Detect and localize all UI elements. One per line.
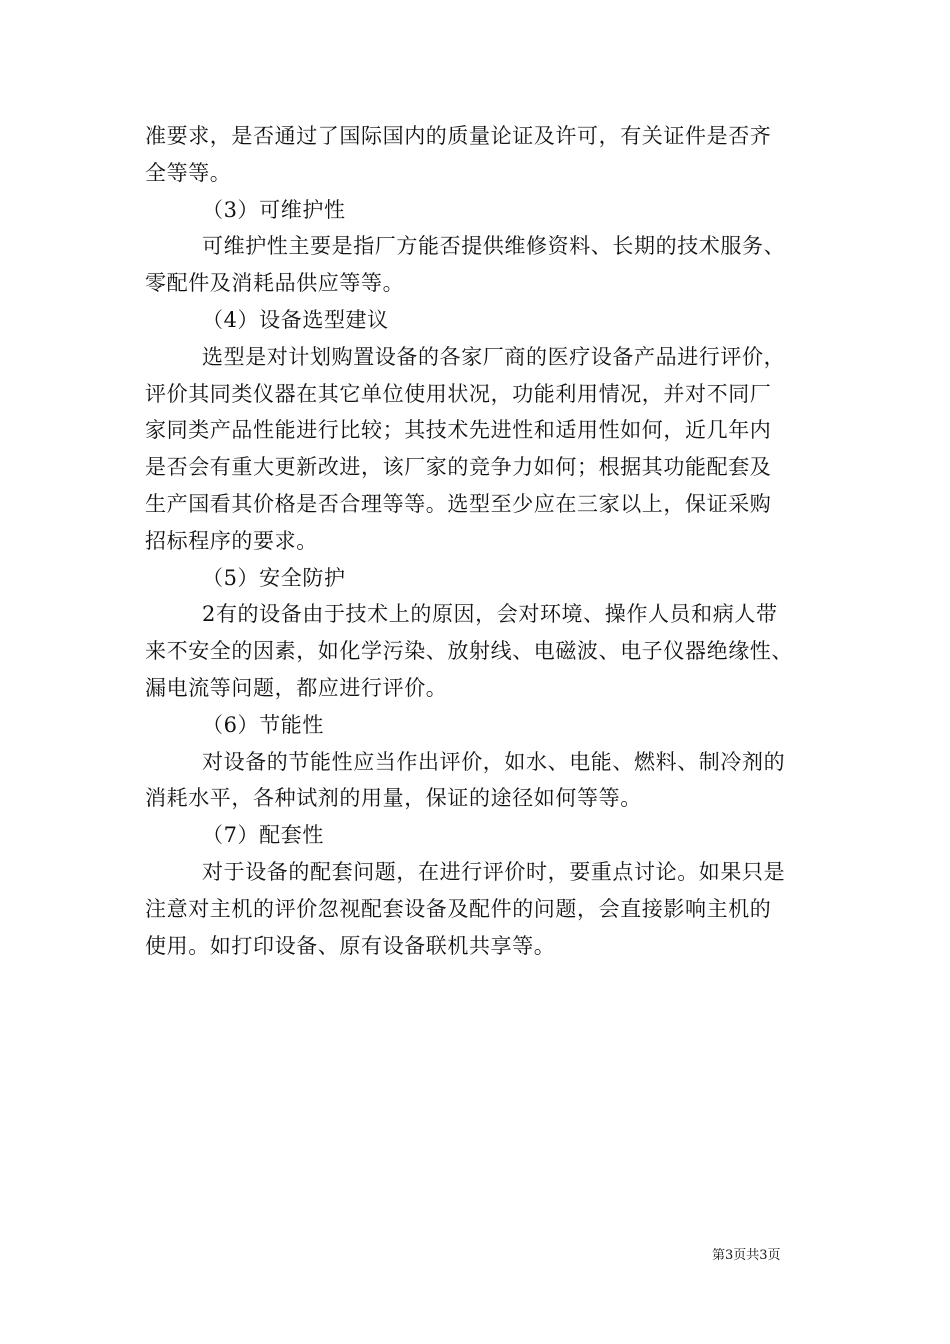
text-line: 选型是对计划购置设备的各家厂商的医疗设备产品进行评价， bbox=[202, 344, 786, 369]
section-heading: （6）节能性 bbox=[202, 712, 324, 737]
text-line: 注意对主机的评价忽视配套设备及配件的问题，会直接影响主机的 bbox=[145, 896, 772, 921]
document-body bbox=[145, 118, 825, 964]
text-line: 准要求，是否通过了国际国内的质量论证及许可，有关证件是否齐 bbox=[145, 124, 772, 148]
page-number-footer: 第3页共3页 bbox=[712, 1248, 781, 1263]
text-line: 评价其同类仪器在其它单位使用状况，功能利用情况，并对不同厂 bbox=[145, 381, 772, 406]
text-line: 来不安全的因素，如化学污染、放射线、电磁波、电子仪器绝缘性、 bbox=[145, 639, 793, 664]
text-line: 漏电流等问题，都应进行评价。 bbox=[145, 675, 448, 700]
text-line: 家同类产品性能进行比较；其技术先进性和适用性如何，近几年内 bbox=[145, 418, 772, 443]
section-heading: （7）配套性 bbox=[202, 823, 324, 848]
text-line: 对设备的节能性应当作出评价，如水、电能、燃料、制冷剂的 bbox=[202, 749, 786, 774]
text-line: 是否会有重大更新改进，该厂家的竞争力如何；根据其功能配套及 bbox=[145, 455, 772, 480]
section-heading: （3）可维护性 bbox=[202, 197, 346, 222]
text-line: 生产国看其价格是否合理等等。选型至少应在三家以上，保证采购 bbox=[145, 491, 772, 516]
section-heading: （4）设备选型建议 bbox=[202, 307, 389, 332]
text-line: 零配件及消耗品供应等等。 bbox=[145, 271, 405, 296]
text-line: 对于设备的配套问题，在进行评价时，要重点讨论。如果只是 bbox=[202, 859, 786, 884]
section-heading: （5）安全防护 bbox=[202, 565, 346, 590]
text-line: 招标程序的要求。 bbox=[145, 528, 318, 553]
text-line: 2有的设备由于技术上的原因，会对环境、操作人员和病人带 bbox=[202, 602, 778, 627]
text-line: 可维护性主要是指厂方能否提供维修资料、长期的技术服务、 bbox=[202, 234, 786, 259]
text-line: 全等等。 bbox=[145, 160, 232, 185]
text-line: 消耗水平，各种试剂的用量，保证的途径如何等等。 bbox=[145, 786, 642, 811]
text-line: 使用。如打印设备、原有设备联机共享等。 bbox=[145, 933, 556, 958]
